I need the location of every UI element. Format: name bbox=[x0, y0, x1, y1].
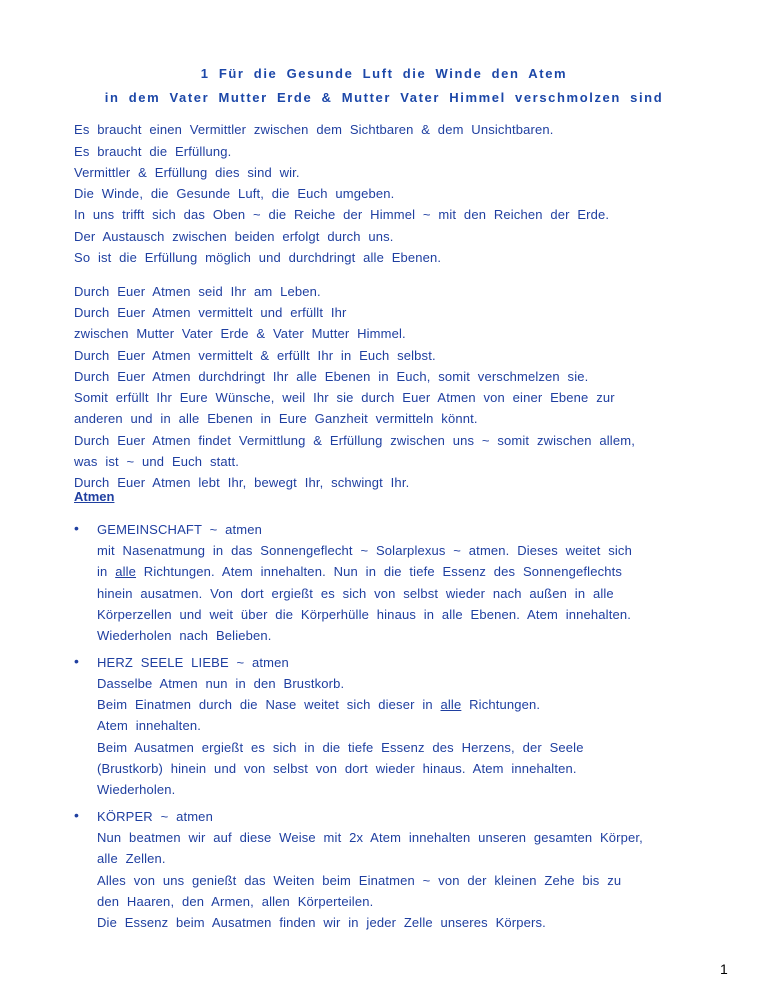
paragraph-line: anderen und in alle Ebenen in Eure Ganzheit vermitteln könnt. bbox=[74, 411, 478, 426]
item-line: Atem innehalten. bbox=[97, 718, 201, 733]
bullet-icon: • bbox=[74, 807, 79, 823]
paragraph-line: Durch Euer Atmen durchdringt Ihr alle Ebenen in Euch, somit verschmelzen sie. bbox=[74, 369, 589, 384]
intro-line: So ist die Erfüllung möglich und durchdringt alle Ebenen. bbox=[74, 250, 442, 265]
paragraph-line: was ist ~ und Euch statt. bbox=[74, 454, 240, 469]
item-line: (Brustkorb) hinein und von selbst von dort wieder hinaus. Atem innehalten. bbox=[97, 761, 577, 776]
paragraph-line: Durch Euer Atmen vermittelt & erfüllt Ihr in Euch selbst. bbox=[74, 348, 436, 363]
item-line: Dasselbe Atmen nun in den Brustkorb. bbox=[97, 676, 345, 691]
item-line: Beim Einatmen durch die Nase weitet sich dieser in alle Richtungen. bbox=[97, 697, 541, 712]
page-number: 1 bbox=[720, 961, 728, 977]
paragraph-line: Durch Euer Atmen lebt Ihr, bewegt Ihr, schwingt Ihr. bbox=[74, 475, 410, 490]
item-line: hinein ausatmen. Von dort ergießt es sich von selbst wieder nach außen in alle bbox=[97, 586, 614, 601]
paragraph-line: Durch Euer Atmen findet Vermittlung & Erfüllung zwischen uns ~ somit zwischen allem, bbox=[74, 433, 635, 448]
intro-line: Vermittler & Erfüllung dies sind wir. bbox=[74, 165, 300, 180]
item-line: Nun beatmen wir auf diese Weise mit 2x Atem innehalten unseren gesamten Körper, bbox=[97, 830, 643, 845]
item-line: Wiederholen. bbox=[97, 782, 176, 797]
bullet-icon: • bbox=[74, 653, 79, 669]
item-title: HERZ SEELE LIEBE ~ atmen bbox=[97, 655, 289, 670]
item-title: KÖRPER ~ atmen bbox=[97, 809, 213, 824]
paragraph-line: Durch Euer Atmen seid Ihr am Leben. bbox=[74, 284, 321, 299]
item-line: den Haaren, den Armen, allen Körperteilen. bbox=[97, 894, 374, 909]
intro-line: Der Austausch zwischen beiden erfolgt durch uns. bbox=[74, 229, 394, 244]
paragraph-line: Durch Euer Atmen vermittelt und erfüllt Ihr bbox=[74, 305, 347, 320]
item-line: Beim Ausatmen ergießt es sich in die tiefe Essenz des Herzens, der Seele bbox=[97, 740, 584, 755]
item-line: Körperzellen und weit über die Körperhülle hinaus in alle Ebenen. Atem innehalten. bbox=[97, 607, 632, 622]
item-line: Die Essenz beim Ausatmen finden wir in jeder Zelle unseres Körpers. bbox=[97, 915, 546, 930]
intro-line: Es braucht einen Vermittler zwischen dem Sichtbaren & dem Unsichtbaren. bbox=[74, 122, 554, 137]
section-heading: Atmen bbox=[74, 489, 115, 504]
intro-line: Die Winde, die Gesunde Luft, die Euch umgeben. bbox=[74, 186, 395, 201]
paragraph-line: Somit erfüllt Ihr Eure Wünsche, weil Ihr sie durch Euer Atmen von einer Ebene zur bbox=[74, 390, 615, 405]
item-line: mit Nasenatmung in das Sonnengeflecht ~ Solarplexus ~ atmen. Dieses weitet sich bbox=[97, 543, 632, 558]
intro-line: Es braucht die Erfüllung. bbox=[74, 144, 232, 159]
item-line: in alle Richtungen. Atem innehalten. Nun in die tiefe Essenz des Sonnengeflechts bbox=[97, 564, 623, 579]
underlined-word: alle bbox=[440, 697, 462, 712]
item-title: GEMEINSCHAFT ~ atmen bbox=[97, 522, 262, 537]
title-line-2: in dem Vater Mutter Erde & Mutter Vater Himmel verschmolzen sind bbox=[104, 90, 664, 105]
intro-line: In uns trifft sich das Oben ~ die Reiche der Himmel ~ mit den Reichen der Erde. bbox=[74, 207, 610, 222]
item-line: alle Zellen. bbox=[97, 851, 166, 866]
title-line-1: 1 Für die Gesunde Luft die Winde den Atem bbox=[200, 66, 568, 81]
underlined-word: alle bbox=[115, 564, 137, 579]
item-line: Alles von uns genießt das Weiten beim Einatmen ~ von der kleinen Zehe bis zu bbox=[97, 873, 622, 888]
item-line: Wiederholen nach Belieben. bbox=[97, 628, 272, 643]
bullet-icon: • bbox=[74, 520, 79, 536]
paragraph-line: zwischen Mutter Vater Erde & Vater Mutter Himmel. bbox=[74, 326, 406, 341]
